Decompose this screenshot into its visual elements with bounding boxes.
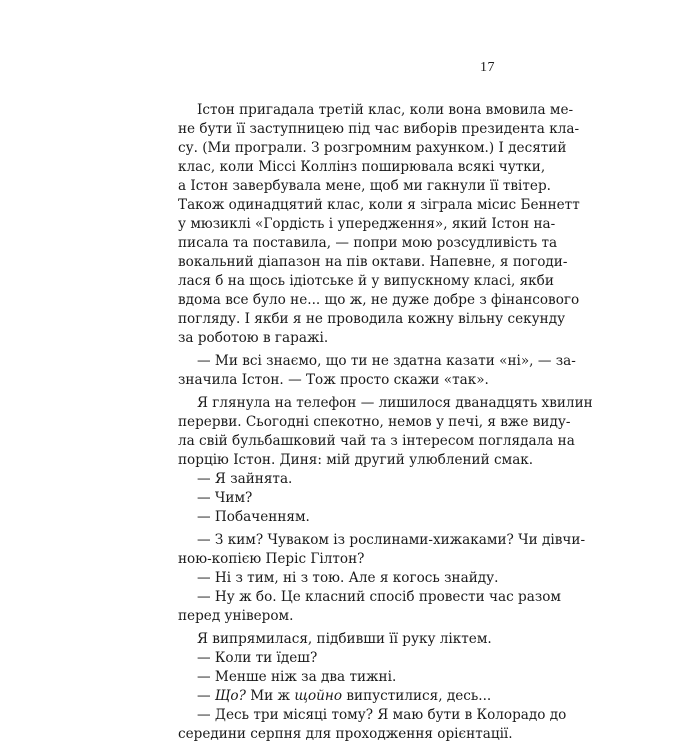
text-line: — Я зайнята. <box>197 471 293 487</box>
text-line: — Що? Ми ж щойно випустилися, десь... <box>197 688 492 704</box>
text-line: перед універом. <box>178 608 294 624</box>
text-line: — Ми всі знаємо, що ти не здатна казати «ні», — за- <box>197 353 576 369</box>
text-line: середини серпня для проходження орієнтації. <box>178 726 513 742</box>
text-line: вдома все було не... що ж, не дуже добре з фінансового <box>178 292 580 308</box>
text-line: не бути її заступницею під час виборів президента кла- <box>178 121 580 137</box>
page-number: 17 <box>480 60 495 75</box>
body-text <box>178 101 593 744</box>
text-line: перерви. Сьогодні спекотно, немов у печі, я вже виду- <box>178 414 571 430</box>
text-line: а Істон завербувала мене, щоб ми гакнули її твітер. <box>178 178 551 194</box>
text-line: писала та поставила, — попри мою розсудливість та <box>178 235 558 251</box>
text-line: — Десь три місяці тому? Я маю бути в Колорадо до <box>197 707 567 723</box>
text-line: Я глянула на телефон — лишилося дванадцять хвилин <box>197 395 593 411</box>
text-line: значила Істон. — Тож просто скажи «так». <box>178 372 489 388</box>
text-line: клас, коли Міссі Коллінз поширювала всякі чутки, <box>178 159 546 175</box>
text-line: у мюзиклі «Гордість і упередження», який Істон на- <box>178 216 556 232</box>
text-line: — Побаченням. <box>197 509 310 525</box>
text-line: за роботою в гаражі. <box>178 330 329 346</box>
text-line: порцію Істон. Диня: мій другий улюблений смак. <box>178 452 534 468</box>
text-line: — Менше ніж за два тижні. <box>197 669 397 685</box>
emphasis-text: Що? <box>214 688 246 704</box>
text-line: погляду. І якби я не проводила кожну вільну секунду <box>178 311 566 327</box>
emphasis-text: щойно <box>294 688 343 704</box>
text-line: — З ким? Чуваком із рослинами-хижаками? Чи дівчи- <box>197 532 586 548</box>
text-line: вокальний діапазон на пів октави. Напевне, я погоди- <box>178 254 568 270</box>
text-line: Також одинадцятий клас, коли я зіграла місис Беннетт <box>178 197 580 213</box>
text-line: Я випрямилася, підбивши її руку ліктем. <box>197 631 492 647</box>
text-line: — Ну ж бо. Це класний спосіб провести час разом <box>197 589 561 605</box>
text-line: лася б на щось ідіотське й у випускному класі, якби <box>178 273 554 289</box>
text-line: ла свій бульбашковий чай та з інтересом поглядала на <box>178 433 575 449</box>
text-line: — Чим? <box>197 490 253 506</box>
text-line: су. (Ми програли. З розгромним рахунком.) І десятий <box>178 140 567 156</box>
text-line: Істон пригадала третій клас, коли вона вмовила ме- <box>197 102 574 118</box>
text-line: — Коли ти їдеш? <box>197 650 318 666</box>
text-line: ною-копією Періс Гілтон? <box>178 551 365 567</box>
text-line: — Ні з тим, ні з тою. Але я когось знайду. <box>197 570 499 586</box>
